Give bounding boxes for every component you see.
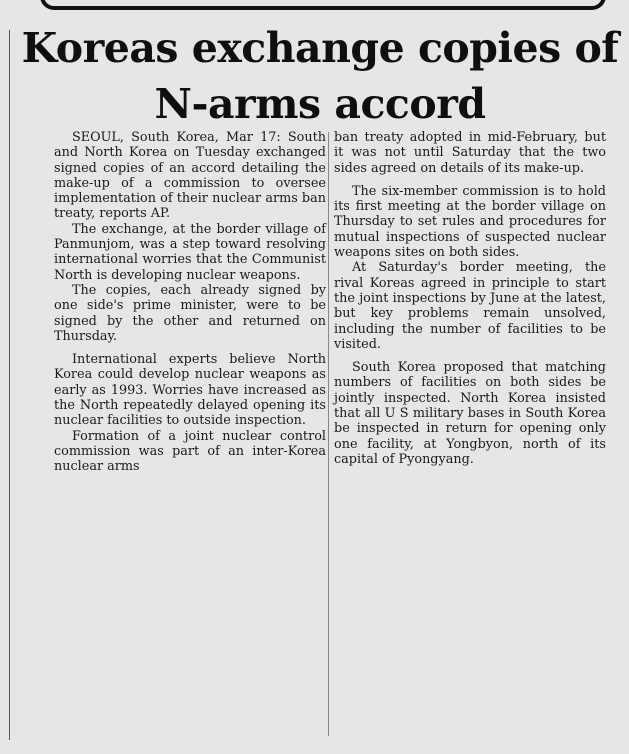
left-column-rule — [9, 30, 10, 740]
paragraph-border-meeting: At Saturday's border meeting, the rival Koreas agreed in principle to start the joint inspections by June at the latest, but key problems remain unsolved, including the number of facilities to be visited. — [334, 260, 606, 352]
paragraph-formation: Formation of a joint nuclear control commission was part of an inter-Korea nuclear arms — [54, 428, 326, 475]
top-border-frame — [40, 0, 606, 10]
headline: Koreas exchange copies of N-arms accord — [21, 24, 619, 128]
paragraph-dateline: SEOUL, South Korea, Mar 17: South and North Korea on Tuesday exchanged signed copies of an accord detailing the make-up of a commission to oversee implementation of their nuclear arms ban treaty, reports AP. — [54, 130, 326, 222]
paragraph-commission: The six-member commission is to hold its first meeting at the border village on Thursday to set rules and procedures for mutual inspections of suspected nuclear weapons sites on both sides. — [334, 183, 606, 261]
column-divider — [328, 132, 329, 736]
paragraph-treaty-continued: ban treaty adopted in mid-February, but it was not until Saturday that the two sides agreed on details of its make-up. — [334, 130, 606, 176]
paragraph-experts: International experts believe North Korea could develop nuclear weapons as early as 1993. Worries have increased as the North repeatedly delayed opening its nuclear facilities to outside inspection. — [54, 352, 326, 429]
left-column — [54, 130, 326, 475]
paragraph-proposal: South Korea proposed that matching numbers of facilities on both sides be jointly inspected. North Korea insisted that all U S military bases in South Korea be inspected in return for opening only one facility, at Yongbyon, north of its capital of Pyongyang. — [334, 360, 606, 467]
paragraph-copies: The copies, each already signed by one side's prime minister, were to be signed by the other and returned on Thursday. — [54, 282, 326, 344]
paragraph-exchange: The exchange, at the border village of Panmunjom, was a step toward resolving international worries that the Communist North is developing nuclear weapons. — [54, 221, 326, 283]
right-column — [334, 130, 606, 467]
